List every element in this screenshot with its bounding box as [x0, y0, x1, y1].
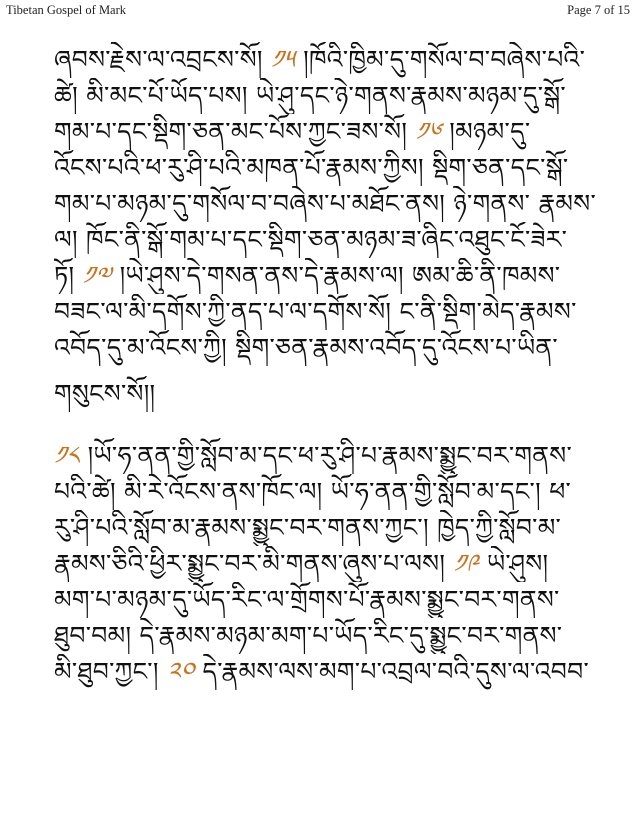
paragraph-gap [54, 412, 598, 438]
page-header [6, 3, 630, 18]
text-line [54, 510, 598, 546]
text-span: ཏོ། [54, 261, 83, 290]
document-title: Tibetan Gospel of Mark [6, 3, 127, 17]
text-line [54, 330, 598, 366]
scripture-text [54, 42, 598, 690]
text-span: །ཁོའི་ཁྱིམ་དུ་གསོལ་བ་བཞེས་པའི་ [294, 45, 586, 74]
page-number: Page 7 of 15 [567, 3, 630, 17]
text-line [54, 294, 598, 330]
text-span: དེ་རྣམས་ལས་མག་པ་འབྲལ་བའི་དུས་ལ་འབབ་ [194, 657, 590, 686]
text-span: བཟང་ལ་མི་དགོས་ཀྱི་ནད་པ་ལ་དགོས་སོ། ང་ནི་སྡིག་མེད་རྣམས་ [54, 297, 577, 326]
text-span: ཡེ་ཤུས། [478, 549, 549, 578]
text-span: ཞབས་རྗེས་ལ་འབྲངས་སོ། [54, 45, 271, 74]
text-line [54, 78, 598, 114]
text-line [54, 150, 598, 186]
text-line [54, 654, 598, 690]
text-line [54, 474, 598, 510]
text-line [54, 186, 598, 222]
verse-number: ༡༥ [270, 45, 295, 74]
text-line [54, 258, 598, 294]
text-span: །མཉམ་དུ་ [441, 117, 531, 146]
text-span: ཚེ། མི་མང་པོ་ཡོད་པས། ཡེ་ཤུ་དང་ཉེ་གནས་རྣམས་མཉམ་དུ་སྒོ་ [54, 81, 566, 110]
verse-number: ༡༨ [54, 441, 80, 470]
text-line [54, 438, 598, 474]
text-span: རུ་ཤི་པའི་སློབ་མ་རྣམས་སྨྱུང་བར་གནས་ཀྱང་། ཁྱེད་ཀྱི་སློབ་མ་ [54, 513, 562, 542]
text-span: འབོད་དུ་མ་འོངས་ཀྱི། སྡིག་ཅན་རྣམས་འབོད་དུ་འོངས་པ་ཡིན་ [54, 333, 558, 362]
text-line [54, 114, 598, 150]
text-line [54, 582, 598, 618]
text-span: པའི་ཚེ། མི་རེ་འོངས་ནས་ཁོང་ལ། ཡོ་ཧ་ནན་གྱི་སློབ་མ་དང་། ཕ་ [54, 477, 572, 506]
verse-number: ༡༧ [82, 261, 112, 290]
text-line [54, 222, 598, 258]
text-line [54, 546, 598, 582]
text-span: རྣམས་ཅིའི་ཕྱིར་སྨྱུང་བར་མི་གནས་ཞུས་པ་ལས། [54, 549, 454, 578]
text-span: གམ་པ་དང་སྡིག་ཅན་མང་པོས་ཀྱང་ཟས་སོ། [54, 117, 416, 146]
line-gap [54, 366, 598, 376]
text-span: འོངས་པའི་ཕ་རུ་ཤི་པའི་མཁན་པོ་རྣམས་ཀྱིས། སྡིག་ཅན་དང་སྒོ་ [54, 153, 569, 182]
text-span: གམ་པ་མཉམ་དུ་གསོལ་བ་བཞེས་པ་མཐོང་ནས། ཉེ་གནས་ རྣམས་ [54, 189, 596, 218]
text-span: ལ། ཁོང་ནི་སྒོ་གམ་པ་དང་སྡིག་ཅན་མཉམ་ཟ་ཞིང་འཐུང་ངོ་ཟེར་ [54, 225, 568, 254]
text-span: མི་ཐུབ་ཀྱང་། [54, 657, 167, 686]
text-span: ཐུབ་བམ། དེ་རྣམས་མཉམ་མག་པ་ཡོད་རིང་དུ་སྨྱུང་བར་གནས་ [54, 621, 563, 650]
text-line [54, 618, 598, 654]
verse-number: ༢༠ [166, 657, 195, 686]
text-span: གསུངས་སོ།། [54, 379, 156, 408]
text-span: །ཡོ་ཧ་ནན་གྱི་སློབ་མ་དང་ཕ་རུ་ཤི་པ་རྣམས་སྨྱུང་བར་གནས་ [79, 441, 572, 470]
text-span: མག་པ་མཉམ་དུ་ཡོད་རིང་ལ་གྲོགས་པོ་རྣམས་སྨྱུང་བར་གནས་ [54, 585, 560, 614]
verse-number: ༡༦ [415, 117, 442, 146]
text-span: །ཡེ་ཤུས་དེ་གསན་ནས་དེ་རྣམས་ལ། ཨམ་ཆི་ནི་ཁམས་ [111, 261, 561, 290]
text-line [54, 42, 598, 78]
text-line [54, 376, 598, 412]
verse-number: ༡༩ [453, 549, 479, 578]
